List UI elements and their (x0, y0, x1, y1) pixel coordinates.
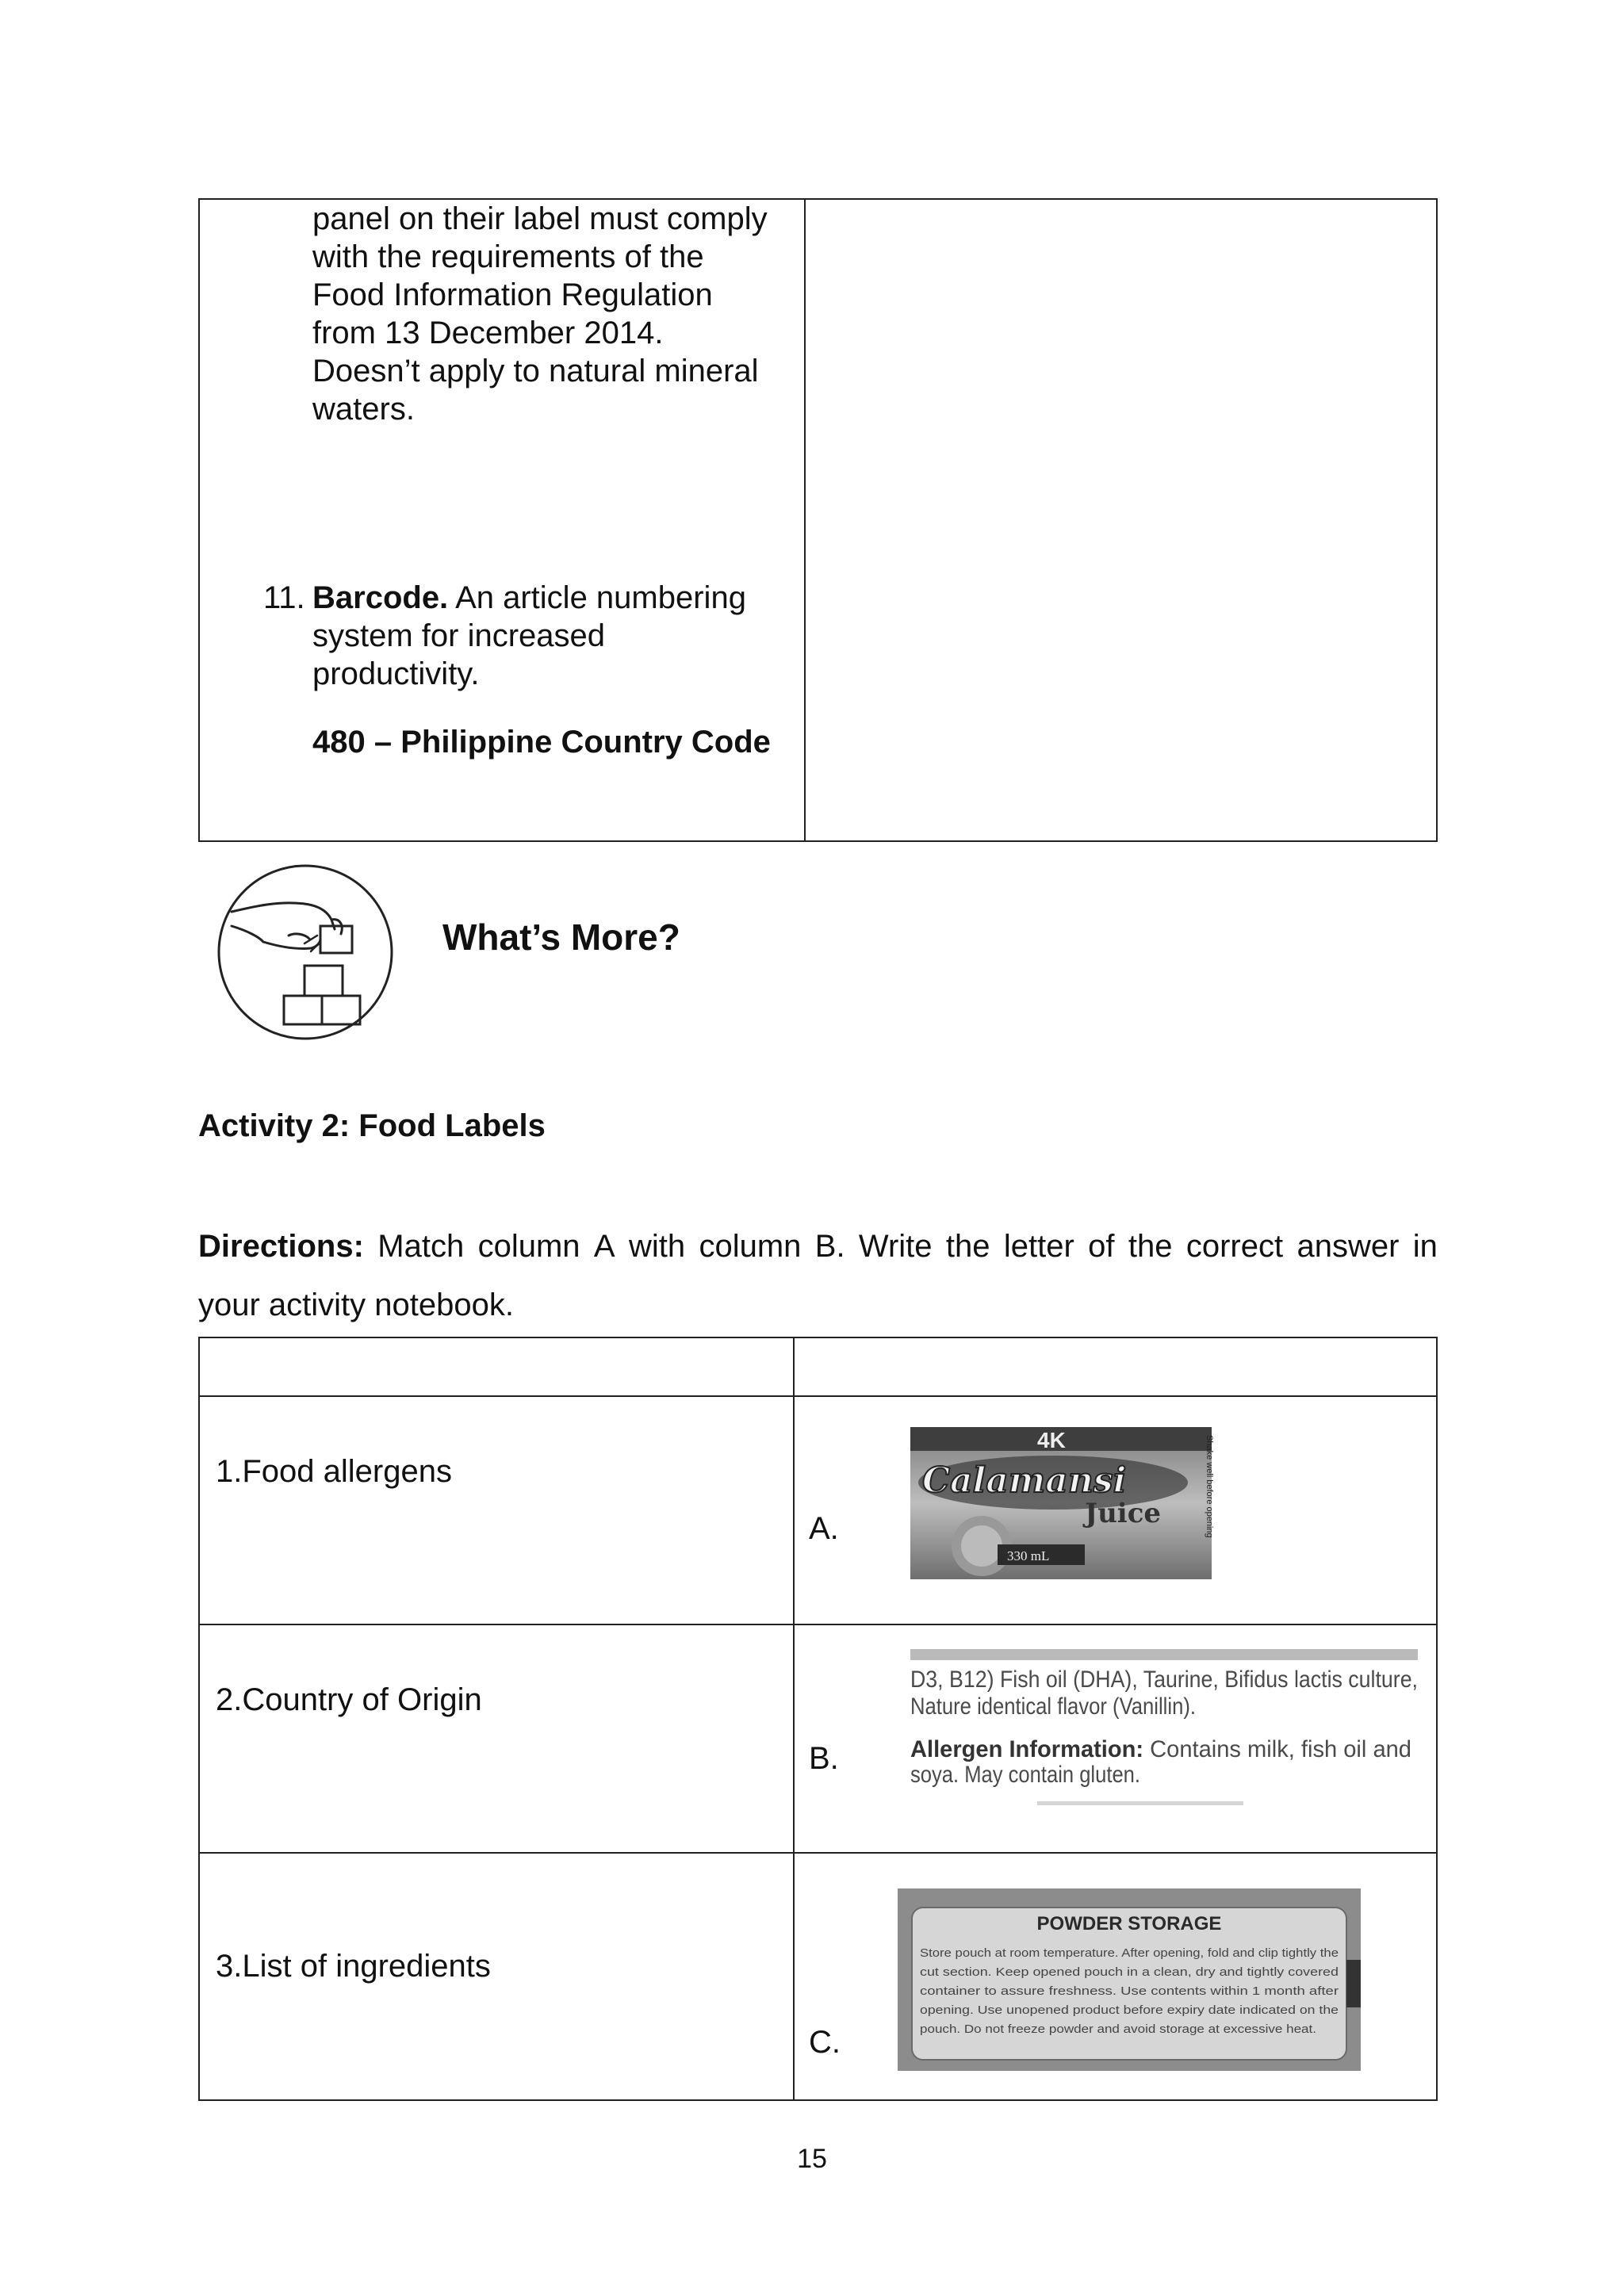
section-title: What’s More? (442, 916, 680, 958)
row-divider (200, 1624, 1436, 1625)
list-number: 11. (263, 580, 305, 615)
column-a-item: 1.Food allergens (216, 1454, 452, 1489)
directions-word: column (477, 1229, 580, 1264)
directions-word: B. (814, 1229, 845, 1264)
juice-side-text: Shake well before opening (1205, 1435, 1214, 1538)
ingredients-label-image (902, 1649, 1434, 1808)
country-code-note: 480 – Philippine Country Code (312, 725, 771, 760)
directions-word: A (593, 1229, 615, 1264)
definition-text: productivity. (312, 656, 480, 691)
column-divider (804, 200, 806, 840)
ingredients-line: soya. May contain gluten. (910, 1762, 1140, 1788)
term-barcode: Barcode. (312, 580, 449, 615)
page-number: 15 (797, 2144, 827, 2174)
column-divider (793, 1338, 795, 2099)
directions-label: Directions: (198, 1229, 364, 1264)
column-b-letter: B. (809, 1741, 839, 1776)
text-line: from 13 December 2014. (312, 316, 664, 350)
text-line: panel on their label must comply (312, 201, 768, 236)
row-divider (200, 1852, 1436, 1854)
storage-line: pouch. Do not freeze powder and avoid storage at excessive heat. (920, 2022, 1316, 2036)
text-line: Food Information Regulation (312, 277, 713, 312)
column-b-letter: C. (809, 2025, 841, 2060)
storage-title: POWDER STORAGE (1036, 1913, 1222, 1934)
definition-text: system for increased (312, 618, 606, 653)
column-a-item: 2.Country of Origin (216, 1682, 482, 1717)
directions-word: Write (858, 1229, 933, 1264)
directions-line (198, 1217, 1438, 1276)
storage-line: container to assure freshness. Use contents within 1 month after (920, 1984, 1339, 1998)
storage-line: cut section. Keep opened pouch in a clean, dry and tightly covered (920, 1965, 1339, 1979)
matching-table (198, 1337, 1438, 2101)
text-line: with the requirements of the (312, 239, 704, 274)
text-line: waters. (312, 392, 415, 427)
directions-word: answer (1297, 1229, 1400, 1264)
storage-line: Store pouch at room temperature. After opening, fold and clip tightly the (920, 1946, 1339, 1960)
directions-word: Match (377, 1229, 465, 1264)
directions-word: the (1128, 1229, 1173, 1264)
directions-word: correct (1185, 1229, 1284, 1264)
svg-text:Allergen Information: Contains (910, 1736, 1420, 1762)
directions-word: letter (1003, 1229, 1074, 1264)
allergen-label: Allergen Information: (910, 1736, 1151, 1762)
directions-word: in (1412, 1229, 1438, 1264)
directions-word: with (628, 1229, 686, 1264)
juice-word-text: Juice (1085, 1498, 1162, 1529)
column-a-item: 3.List of ingredients (216, 1949, 491, 1984)
column-b-letter: A. (809, 1511, 839, 1546)
calamansi-juice-label-image (910, 1427, 1212, 1579)
svg-text:4K: 4K (1037, 1428, 1066, 1452)
directions-paragraph (198, 1217, 1438, 1334)
continued-description (312, 200, 788, 428)
definition-text: An article numbering (448, 580, 746, 615)
row-divider (200, 1395, 1436, 1397)
juice-volume-text: 330 mL (1007, 1548, 1050, 1563)
hand-stacking-blocks-icon (216, 863, 395, 1042)
juice-brand-text: Calamansi (922, 1460, 1127, 1501)
storage-line: opening. Use unopened product before expiry date indicated on the (920, 2003, 1339, 2017)
directions-word: the (945, 1229, 990, 1264)
directions-word: column (699, 1229, 802, 1264)
directions-word: of (1088, 1229, 1115, 1264)
powder-storage-label-image (898, 1888, 1361, 2071)
allergen-text: Contains milk, fish oil and (1143, 1736, 1420, 1762)
ingredients-line: Nature identical flavor (Vanillin). (910, 1693, 1196, 1720)
text-line: Doesn’t apply to natural mineral (312, 354, 759, 388)
ingredients-line: D3, B12) Fish oil (DHA), Taurine, Bifidus lactis culture, (910, 1667, 1418, 1693)
directions-line: your activity notebook. (198, 1288, 514, 1322)
continued-table (198, 198, 1438, 842)
activity-title: Activity 2: Food Labels (198, 1108, 546, 1143)
